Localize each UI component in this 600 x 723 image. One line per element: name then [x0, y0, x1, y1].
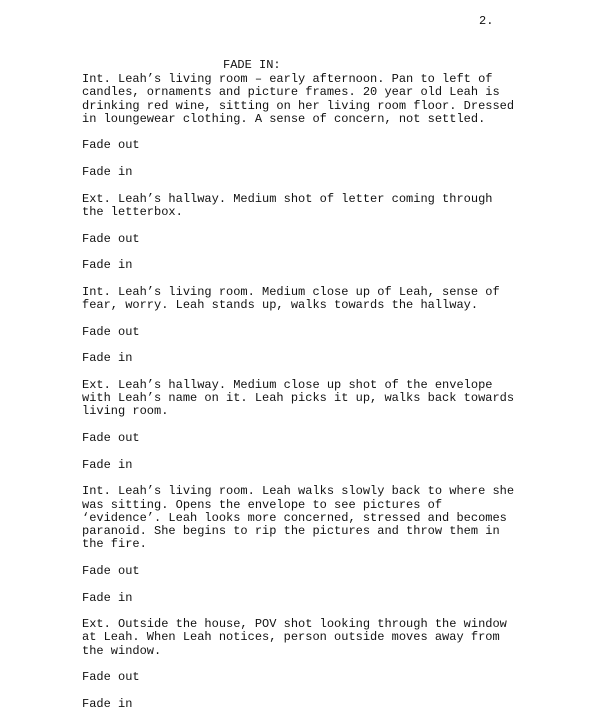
transition-fade-in: Fade in	[82, 590, 133, 605]
page-number: 2.	[479, 14, 494, 28]
transition-fade-out: Fade out	[82, 324, 140, 339]
transition-fade-out: Fade out	[82, 563, 140, 578]
scene-description-living-room-fear: Int. Leah’s living room. Medium close up of Leah, sense of fear, worry. Leah stands up, walks towards the hallway.	[82, 284, 500, 313]
transition-fade-in: Fade in	[82, 457, 133, 472]
transition-fade-out: Fade out	[82, 231, 140, 246]
scene-description-hallway-envelope: Ext. Leah’s hallway. Medium close up shot of the envelope with Leah’s name on it. Leah picks it up, walks back towards living room.	[82, 377, 515, 419]
transition-fade-in: Fade in	[82, 165, 133, 180]
script-body	[82, 73, 522, 711]
transition-fade-in: Fade in	[82, 351, 133, 366]
transition-fade-in: Fade in	[82, 696, 133, 711]
scene-description-living-room-intro: Int. Leah’s living room – early afternoon. Pan to left of candles, ornaments and picture frames. 20 year old Leah is drinking red wine, sitting on her living room floor. Dressed in loungewear clothing. A sense of concern, not settled.	[82, 72, 515, 126]
transition-fade-out: Fade out	[82, 138, 140, 153]
transition-fade-out: Fade out	[82, 670, 140, 685]
scene-description-hallway-letter: Ext. Leah’s hallway. Medium shot of letter coming through the letterbox.	[82, 191, 493, 219]
scene-description-living-room-evidence: Int. Leah’s living room. Leah walks slowly back to where she was sitting. Opens the envelope to see pictures of ‘evidence’. Leah looks more concerned, stressed and becomes paranoid. She begins to rip the pictures and throw them in the fire.	[82, 484, 515, 552]
fade-in-heading: FADE IN:	[223, 58, 281, 72]
transition-fade-out: Fade out	[82, 431, 140, 446]
scene-description-outside-window: Ext. Outside the house, POV shot looking through the window at Leah. When Leah notices, person outside moves away from the window.	[82, 617, 507, 658]
transition-fade-in: Fade in	[82, 258, 133, 273]
